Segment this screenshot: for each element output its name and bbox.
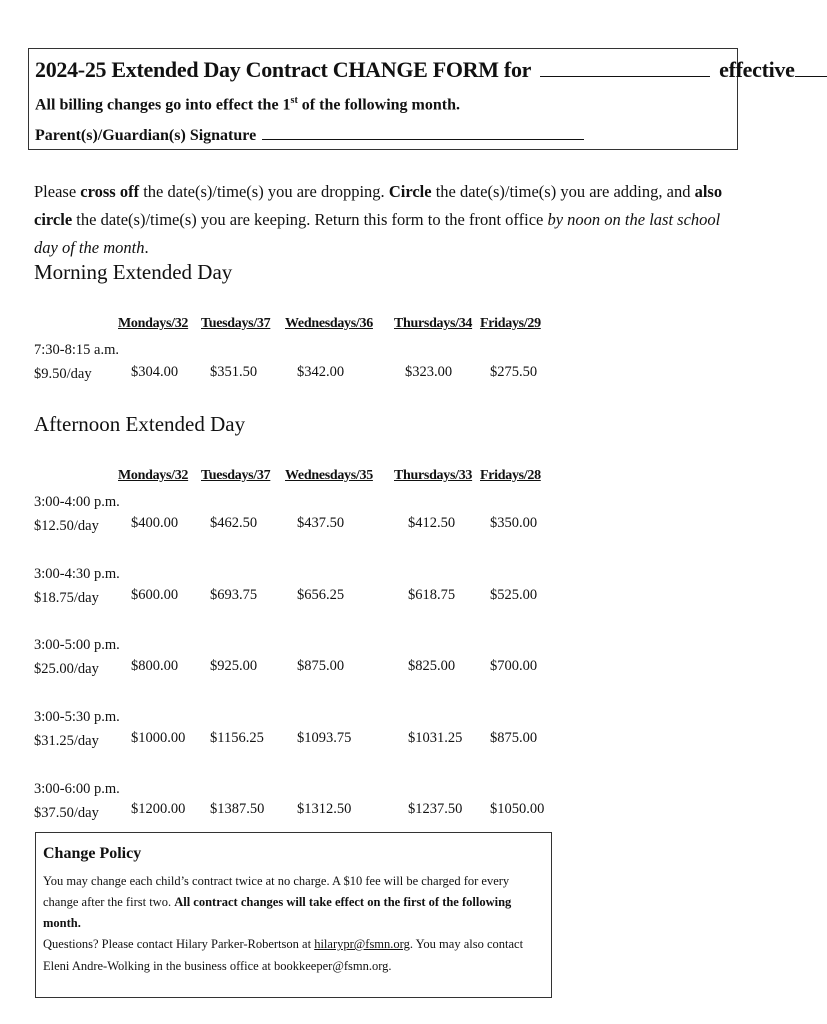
afternoon-cell-fri[interactable]: $875.00 <box>490 730 538 746</box>
afternoon-cell-thu[interactable]: $618.75 <box>408 587 456 603</box>
billing-note <box>35 95 460 114</box>
afternoon-cell-wed[interactable]: $656.25 <box>297 587 345 603</box>
afternoon-row-rate: $18.75/day <box>34 590 99 606</box>
instr-text-1: Please <box>34 182 81 201</box>
instructions-paragraph <box>34 178 734 262</box>
afternoon-cell-mon[interactable]: $1200.00 <box>131 801 186 817</box>
instr-bold-circle: Circle <box>388 182 432 201</box>
afternoon-cell-mon[interactable]: $800.00 <box>131 658 179 674</box>
instr-text-5: . <box>144 238 149 257</box>
afternoon-cell-fri[interactable]: $1050.00 <box>490 801 545 817</box>
afternoon-row-time: 3:00-4:00 p.m. <box>34 494 120 510</box>
morning-row-label <box>34 338 119 386</box>
afternoon-col-thursdays: Thursdays/33 <box>394 468 473 483</box>
morning-col-tuesdays: Tuesdays/37 <box>201 316 271 331</box>
signature-line <box>35 125 584 145</box>
contact-suffix: . You may also contact Eleni Andre-Wolking in the business office at bookkeeper@fsmn.org. <box>43 937 524 973</box>
child-name-blank[interactable] <box>540 58 710 77</box>
afternoon-row-rate: $37.50/day <box>34 805 99 821</box>
afternoon-cell-wed[interactable]: $437.50 <box>297 515 345 531</box>
afternoon-cell-tue[interactable]: $462.50 <box>210 515 258 531</box>
afternoon-cell-mon[interactable]: $1000.00 <box>131 730 186 746</box>
form-title-text: 2024-25 Extended Day Contract CHANGE FORM for <box>35 57 531 82</box>
afternoon-row-time: 3:00-5:00 p.m. <box>34 637 120 653</box>
afternoon-row-rate: $12.50/day <box>34 518 99 534</box>
instr-text-2: the date(s)/time(s) you are dropping. <box>139 182 389 201</box>
afternoon-cell-tue[interactable]: $925.00 <box>210 658 258 674</box>
morning-cell-thu[interactable]: $323.00 <box>405 364 453 380</box>
afternoon-row-rate: $31.25/day <box>34 733 99 749</box>
morning-col-mondays: Mondays/32 <box>118 316 189 331</box>
afternoon-cell-thu[interactable]: $1031.25 <box>408 730 463 746</box>
afternoon-row-label <box>34 562 120 610</box>
afternoon-cell-mon[interactable]: $400.00 <box>131 515 179 531</box>
change-policy-text <box>43 871 543 934</box>
afternoon-cell-tue[interactable]: $1156.25 <box>210 730 264 746</box>
signature-label: Parent(s)/Guardian(s) Signature <box>35 127 257 144</box>
afternoon-cell-wed[interactable]: $1312.50 <box>297 801 352 817</box>
afternoon-cell-thu[interactable]: $412.50 <box>408 515 456 531</box>
morning-section-title: Morning Extended Day <box>34 260 233 284</box>
afternoon-row-label <box>34 633 120 681</box>
afternoon-cell-fri[interactable]: $350.00 <box>490 515 538 531</box>
form-title <box>35 57 827 83</box>
effective-label: effective <box>719 57 795 82</box>
afternoon-cell-wed[interactable]: $875.00 <box>297 658 345 674</box>
afternoon-row-label <box>34 490 120 538</box>
change-policy-title: Change Policy <box>43 845 142 862</box>
afternoon-section-title: Afternoon Extended Day <box>34 412 246 436</box>
contact-info <box>43 933 543 977</box>
morning-cell-fri[interactable]: $275.50 <box>490 364 538 380</box>
afternoon-row-time: 3:00-4:30 p.m. <box>34 566 120 582</box>
effective-date-blank[interactable] <box>795 58 827 77</box>
billing-note-suffix: of the following month. <box>297 96 461 114</box>
billing-note-prefix: All billing changes go into effect the 1 <box>35 96 291 114</box>
afternoon-cell-fri[interactable]: $700.00 <box>490 658 538 674</box>
contact-email-link[interactable]: hilarypr@fsmn.org <box>314 937 410 951</box>
instr-text-3: the date(s)/time(s) you are adding, and <box>431 182 695 201</box>
instr-bold-also-circle: also circle <box>34 182 723 229</box>
morning-row-rate: $9.50/day <box>34 366 92 382</box>
afternoon-row-time: 3:00-5:30 p.m. <box>34 709 120 725</box>
morning-cell-tue[interactable]: $351.50 <box>210 364 258 380</box>
afternoon-row-label <box>34 777 120 825</box>
afternoon-cell-fri[interactable]: $525.00 <box>490 587 538 603</box>
morning-cell-mon[interactable]: $304.00 <box>131 364 179 380</box>
billing-note-sup: st <box>290 95 298 106</box>
signature-blank[interactable] <box>262 125 584 140</box>
form-header <box>28 48 795 150</box>
contact-prefix: Questions? Please contact Hilary Parker-Robertson at <box>43 937 315 951</box>
morning-col-fridays: Fridays/29 <box>480 316 541 331</box>
afternoon-col-mondays: Mondays/32 <box>118 468 189 483</box>
afternoon-cell-mon[interactable]: $600.00 <box>131 587 179 603</box>
afternoon-row-label <box>34 705 120 753</box>
afternoon-cell-tue[interactable]: $693.75 <box>210 587 258 603</box>
morning-col-thursdays: Thursdays/34 <box>394 316 473 331</box>
afternoon-col-wednesdays: Wednesdays/35 <box>285 468 373 483</box>
instr-italic-deadline: by noon on the last school day of the month <box>34 210 721 257</box>
morning-cell-wed[interactable]: $342.00 <box>297 364 345 380</box>
afternoon-cell-thu[interactable]: $1237.50 <box>408 801 463 817</box>
morning-col-wednesdays: Wednesdays/36 <box>285 316 373 331</box>
afternoon-cell-tue[interactable]: $1387.50 <box>210 801 265 817</box>
afternoon-col-tuesdays: Tuesdays/37 <box>201 468 271 483</box>
afternoon-cell-thu[interactable]: $825.00 <box>408 658 456 674</box>
afternoon-cell-wed[interactable]: $1093.75 <box>297 730 352 746</box>
afternoon-row-rate: $25.00/day <box>34 661 99 677</box>
afternoon-col-fridays: Fridays/28 <box>480 468 541 483</box>
instr-text-4: the date(s)/time(s) you are keeping. Return this form to the front office <box>72 210 548 229</box>
change-policy-box <box>35 832 552 998</box>
change-policy-body: You may change each child’s contract twice at no charge. A $10 fee will be charged for every change after the first two. <box>43 874 510 909</box>
morning-row-time: 7:30-8:15 a.m. <box>34 342 119 358</box>
change-policy-bold: All contract changes will take effect on the first of the following month. <box>43 895 512 930</box>
afternoon-row-time: 3:00-6:00 p.m. <box>34 781 120 797</box>
instr-bold-cross-off: cross off <box>80 182 140 201</box>
